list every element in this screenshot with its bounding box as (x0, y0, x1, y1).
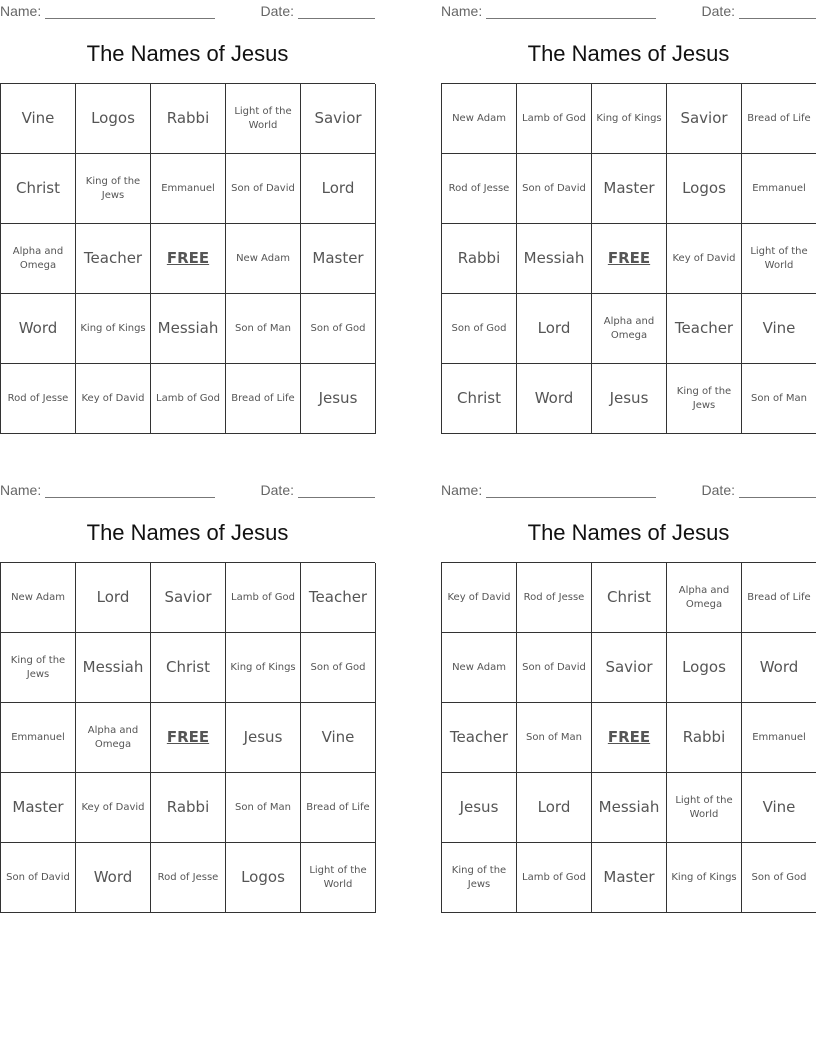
bingo-cell: King of Kings (667, 843, 742, 913)
bingo-cell: Rabbi (667, 703, 742, 773)
bingo-cell: King of the Jews (76, 154, 151, 224)
bingo-grid (441, 562, 816, 913)
card-title: The Names of Jesus (86, 520, 289, 545)
date-label: Date: (260, 3, 294, 19)
bingo-cell: Lamb of God (517, 84, 592, 154)
name-label: Name: (441, 3, 483, 19)
bingo-cell: Savior (667, 84, 742, 154)
bingo-grid (0, 83, 375, 434)
card-header (0, 482, 375, 500)
bingo-cell: Jesus (301, 364, 376, 434)
bingo-cell: Word (1, 294, 76, 364)
bingo-cell: Alpha and Omega (667, 563, 742, 633)
bingo-cell: Logos (667, 154, 742, 224)
bingo-card-3 (0, 479, 375, 914)
bingo-cell: Vine (742, 773, 816, 843)
bingo-cell: Lamb of God (226, 563, 301, 633)
date-label: Date: (701, 482, 735, 498)
bingo-cell: Master (592, 843, 667, 913)
bingo-cell: Son of David (517, 154, 592, 224)
name-line (486, 4, 656, 19)
bingo-cell: Rod of Jesse (517, 563, 592, 633)
bingo-cell: New Adam (442, 633, 517, 703)
bingo-cell: Son of God (742, 843, 816, 913)
bingo-cell: Light of the World (742, 224, 816, 294)
bingo-cell: Savior (301, 84, 376, 154)
card-header (441, 482, 816, 500)
bingo-cell: King of Kings (226, 633, 301, 703)
bingo-cell: Teacher (667, 294, 742, 364)
bingo-cell: Lord (76, 563, 151, 633)
bingo-cell: Vine (301, 703, 376, 773)
bingo-cell: Word (517, 364, 592, 434)
name-line (486, 483, 656, 498)
date-line (739, 483, 816, 498)
bingo-cell: Lamb of God (151, 364, 226, 434)
bingo-cell: Alpha and Omega (1, 224, 76, 294)
bingo-cell: Lord (517, 773, 592, 843)
bingo-cell: Son of David (1, 843, 76, 913)
bingo-cell: Key of David (76, 364, 151, 434)
card-header (0, 3, 375, 21)
bingo-cell: New Adam (442, 84, 517, 154)
bingo-cell: Christ (592, 563, 667, 633)
bingo-cell: Rod of Jesse (151, 843, 226, 913)
date-label: Date: (701, 3, 735, 19)
bingo-cell: Alpha and Omega (76, 703, 151, 773)
free-space: FREE (151, 224, 226, 294)
bingo-cell: Lord (517, 294, 592, 364)
bingo-cell: New Adam (1, 563, 76, 633)
bingo-cell: Savior (151, 563, 226, 633)
bingo-cell: Son of Man (742, 364, 816, 434)
bingo-cell: Son of David (517, 633, 592, 703)
bingo-cell: King of Kings (592, 84, 667, 154)
free-space: FREE (592, 224, 667, 294)
bingo-cell: Logos (667, 633, 742, 703)
bingo-cell: Jesus (226, 703, 301, 773)
bingo-cell: Lamb of God (517, 843, 592, 913)
bingo-cell: Light of the World (226, 84, 301, 154)
bingo-cell: Christ (1, 154, 76, 224)
bingo-cell: Messiah (76, 633, 151, 703)
bingo-cell: Son of Man (517, 703, 592, 773)
free-space: FREE (151, 703, 226, 773)
free-space: FREE (592, 703, 667, 773)
bingo-cell: Christ (442, 364, 517, 434)
bingo-cell: Messiah (151, 294, 226, 364)
bingo-grid (441, 83, 816, 434)
bingo-grid (0, 562, 375, 913)
name-label: Name: (441, 482, 483, 498)
bingo-cell: Son of Man (226, 294, 301, 364)
bingo-cell: Rabbi (442, 224, 517, 294)
bingo-cell: Savior (592, 633, 667, 703)
date-line (298, 4, 375, 19)
bingo-cell: Rabbi (151, 773, 226, 843)
bingo-cell: Son of God (442, 294, 517, 364)
bingo-cell: Emmanuel (151, 154, 226, 224)
card-header (441, 3, 816, 21)
bingo-cell: Logos (76, 84, 151, 154)
bingo-cell: Son of Man (226, 773, 301, 843)
bingo-card-4 (441, 479, 816, 914)
bingo-cell: Lord (301, 154, 376, 224)
name-label: Name: (0, 482, 42, 498)
bingo-cell: Master (301, 224, 376, 294)
bingo-cell: Son of David (226, 154, 301, 224)
bingo-cell: Rod of Jesse (442, 154, 517, 224)
bingo-cell: Word (742, 633, 816, 703)
date-line (739, 4, 816, 19)
bingo-cell: King of the Jews (667, 364, 742, 434)
bingo-cell: Emmanuel (1, 703, 76, 773)
bingo-cell: Christ (151, 633, 226, 703)
bingo-cell: Light of the World (667, 773, 742, 843)
date-label: Date: (260, 482, 294, 498)
bingo-cell: Vine (1, 84, 76, 154)
bingo-cell: Master (1, 773, 76, 843)
bingo-cell: Key of David (442, 563, 517, 633)
bingo-cell: New Adam (226, 224, 301, 294)
card-title: The Names of Jesus (86, 41, 289, 66)
bingo-cell: Light of the World (301, 843, 376, 913)
bingo-card-1 (0, 0, 375, 435)
name-line (45, 483, 215, 498)
bingo-cell: Bread of Life (742, 563, 816, 633)
bingo-cell: Son of God (301, 294, 376, 364)
bingo-cell: Teacher (76, 224, 151, 294)
bingo-cell: Logos (226, 843, 301, 913)
bingo-cell: Jesus (592, 364, 667, 434)
bingo-cell: Messiah (592, 773, 667, 843)
bingo-cell: Emmanuel (742, 703, 816, 773)
bingo-card-2 (441, 0, 816, 435)
bingo-cell: Alpha and Omega (592, 294, 667, 364)
bingo-cell: Jesus (442, 773, 517, 843)
bingo-cell: Son of God (301, 633, 376, 703)
bingo-cell: Bread of Life (226, 364, 301, 434)
bingo-cell: Rabbi (151, 84, 226, 154)
bingo-cell: Bread of Life (742, 84, 816, 154)
bingo-cell: Teacher (442, 703, 517, 773)
bingo-cell: Word (76, 843, 151, 913)
bingo-cell: Key of David (667, 224, 742, 294)
bingo-cell: Key of David (76, 773, 151, 843)
bingo-cell: Bread of Life (301, 773, 376, 843)
card-title: The Names of Jesus (527, 41, 730, 66)
bingo-cell: Rod of Jesse (1, 364, 76, 434)
date-line (298, 483, 375, 498)
bingo-cell: Vine (742, 294, 816, 364)
bingo-cell: King of the Jews (442, 843, 517, 913)
bingo-cell: Teacher (301, 563, 376, 633)
bingo-cell: King of Kings (76, 294, 151, 364)
card-title: The Names of Jesus (527, 520, 730, 545)
name-line (45, 4, 215, 19)
bingo-cell: Emmanuel (742, 154, 816, 224)
bingo-cell: Messiah (517, 224, 592, 294)
bingo-cell: King of the Jews (1, 633, 76, 703)
bingo-cell: Master (592, 154, 667, 224)
name-label: Name: (0, 3, 42, 19)
